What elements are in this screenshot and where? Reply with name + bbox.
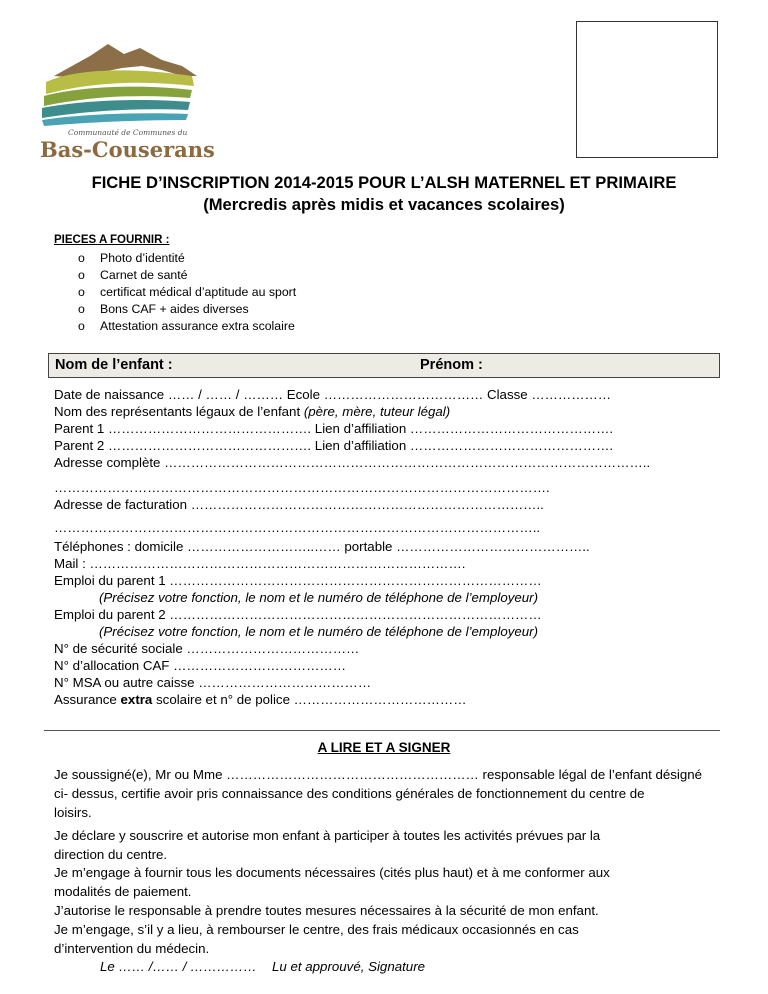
logo xyxy=(32,36,222,166)
caf-number-line[interactable]: N° d’allocation CAF ………………………………… xyxy=(54,658,346,673)
sign-paragraph-line: Je m’engage à fournir tous les documents nécessaires (cités plus haut) et à me conformer aux xyxy=(54,865,610,880)
legal-representatives-line xyxy=(54,403,450,420)
sign-paragraph-line: Je m’engage, s’il y a lieu, à rembourser le centre, des frais médicaux occasionnés en cas xyxy=(54,922,579,937)
signature-label[interactable]: Lu et approuvé, Signature xyxy=(272,959,426,974)
bullet-icon: o xyxy=(78,302,85,316)
sign-paragraph-line: direction du centre. xyxy=(54,847,168,862)
sign-paragraph-line: d’intervention du médecin. xyxy=(54,941,210,956)
list-item-label: Attestation assurance extra scolaire xyxy=(100,319,295,333)
bullet-icon: o xyxy=(78,251,85,265)
address-line[interactable]: Adresse complète ……………………………………………………………………………………………….. xyxy=(54,455,651,470)
divider xyxy=(44,730,720,731)
list-item xyxy=(78,319,295,333)
phones-line[interactable]: Téléphones : domicile ………………………..…… portable …………………………………….. xyxy=(54,539,590,554)
list-item xyxy=(78,285,296,299)
logo-subtitle: Communauté de Communes du xyxy=(68,128,188,137)
sign-paragraph-line: loisirs. xyxy=(54,805,92,820)
mail-line[interactable]: Mail : …………………………………………………………………………. xyxy=(54,556,466,571)
parent1-job-hint: (Précisez votre fonction, le nom et le numéro de téléphone de l’employeur) xyxy=(99,590,539,605)
list-item xyxy=(78,268,188,282)
child-firstname-label: Prénom : xyxy=(420,357,483,373)
legal-representatives-hint: (père, mère, tuteur légal) xyxy=(303,404,451,419)
sign-paragraph-line: Je soussigné(e), Mr ou Mme ………………………………………………… responsable légal de l’enfant désigné xyxy=(54,767,703,782)
list-item-label: Bons CAF + aides diverses xyxy=(100,302,249,316)
child-name-bar[interactable] xyxy=(48,353,720,378)
page-subtitle: (Mercredis après midis et vacances scolaires) xyxy=(203,195,565,214)
pieces-heading: PIECES A FOURNIR : xyxy=(54,234,170,246)
sign-paragraph-line: ci- dessus, certifie avoir pris connaissance des conditions générales de fonctionnement du centre de xyxy=(54,786,645,801)
list-item xyxy=(78,251,185,265)
page-title: FICHE D’INSCRIPTION 2014-2015 POUR L’ALSH MATERNEL ET PRIMAIRE xyxy=(91,173,677,192)
parent1-job-line[interactable]: Emploi du parent 1 ………………………………………………………………………… xyxy=(54,573,542,588)
bullet-icon: o xyxy=(78,319,85,333)
insurance-label-rest: scolaire et n° de police ………………………………… xyxy=(156,692,467,707)
billing-address-line-2[interactable]: ……………………………………………………………………………………………….. xyxy=(54,520,541,535)
list-item-label: certificat médical d’aptitude au sport xyxy=(100,285,297,299)
birthdate-school-line[interactable]: Date de naissance …… / …… / ……… Ecole ……………………………… Classe ……………… xyxy=(54,387,612,402)
msa-line[interactable]: N° MSA ou autre caisse ………………………………… xyxy=(54,675,372,690)
date-line[interactable]: Le …… /…… / …………… xyxy=(100,959,257,974)
parent1-line[interactable]: Parent 1 ………………………………………. Lien d’affiliation ………………………………………. xyxy=(54,421,614,436)
list-item-label: Photo d’identité xyxy=(100,251,185,265)
bullet-icon: o xyxy=(78,268,85,282)
insurance-line[interactable] xyxy=(54,691,467,708)
logo-name: Bas-Couserans xyxy=(40,137,215,162)
legal-representatives-label: Nom des représentants légaux de l’enfant xyxy=(54,404,304,419)
insurance-label: Assurance xyxy=(54,692,121,707)
social-security-line[interactable]: N° de sécurité sociale ………………………………… xyxy=(54,641,360,656)
bullet-icon: o xyxy=(78,285,85,299)
list-item xyxy=(78,302,249,316)
list-item-label: Carnet de santé xyxy=(100,268,188,282)
photo-box[interactable] xyxy=(576,21,718,158)
billing-address-line[interactable]: Adresse de facturation …………………………………………………………………….. xyxy=(54,497,544,512)
child-lastname-label: Nom de l’enfant : xyxy=(55,357,173,373)
address-line-2[interactable]: …………………………………………………………………………………………………. xyxy=(54,480,550,495)
sign-paragraph-line: J’autorise le responsable à prendre toutes mesures nécessaires à la sécurité de mon enfant. xyxy=(54,903,599,918)
sign-paragraph-line: Je déclare y souscrire et autorise mon enfant à participer à toutes les activités prévues par la xyxy=(54,828,601,843)
insurance-extra-word: extra xyxy=(120,692,153,707)
parent2-job-hint: (Précisez votre fonction, le nom et le numéro de téléphone de l’employeur) xyxy=(99,624,539,639)
sign-heading: A LIRE ET A SIGNER xyxy=(317,740,451,755)
parent2-job-line[interactable]: Emploi du parent 2 ………………………………………………………………………… xyxy=(54,607,542,622)
parent2-line[interactable]: Parent 2 ………………………………………. Lien d’affiliation ………………………………………. xyxy=(54,438,614,453)
sign-paragraph-line: modalités de paiement. xyxy=(54,884,192,899)
